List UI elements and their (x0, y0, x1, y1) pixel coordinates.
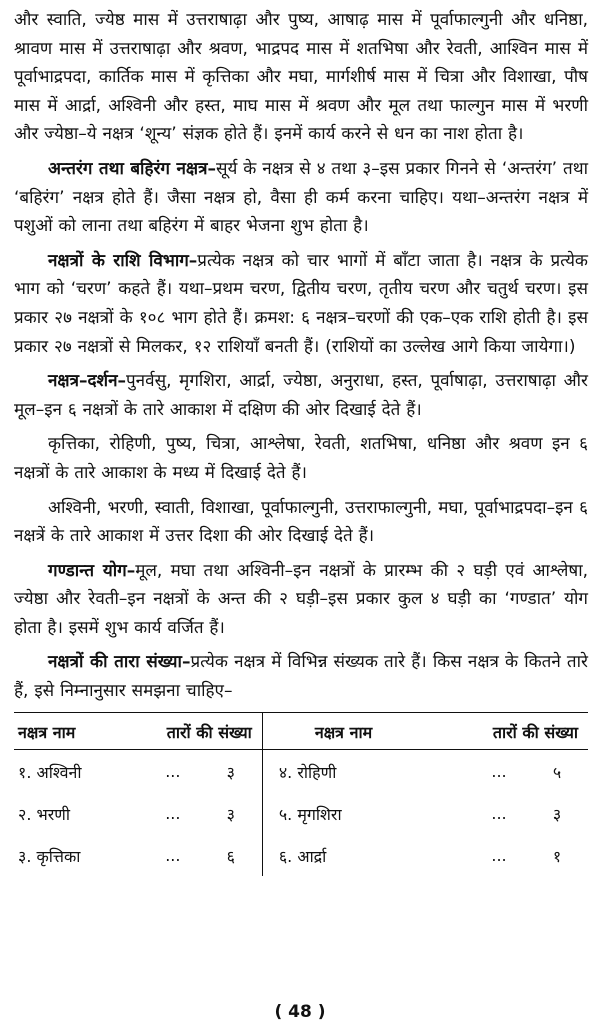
nakshatra-name: १. अश्विनी (18, 762, 82, 782)
paragraph-antarang-bahirang (14, 155, 588, 241)
paragraph-text: मूल, मघा तथा अश्विनी–इन नक्षत्रों के प्रारम्भ की २ घड़ी एवं आश्लेषा, ज्येष्ठा और रेवती–इन नक्षत्रों के अन्त की २ घड़ी–इस प्रकार कुल ४ घड़ी का ‘गण्डात’ योग होता है। इसमें शुभ कार्य वर्जित हैं। (14, 560, 589, 638)
paragraph-rashi-vibhag (14, 247, 588, 361)
section-heading: नक्षत्रों के राशि विभाग– (48, 250, 198, 271)
paragraph-text: पुनर्वसु, मृगशिरा, आर्द्रा, ज्येष्ठा, अनुराधा, हस्त, पूर्वाषाढ़ा, उत्तराषाढ़ा और मूल–इन ६ नक्षत्रों के तारे आकाश में दक्षिण की ओर दिखाई देते हैं। (14, 371, 588, 420)
paragraph-text: प्रत्येक नक्षत्र को चार भागों में बाँटा जाता है। नक्षत्र के प्रत्येक भाग को ‘चरण’ कहते हैं। यथा–प्रथम चरण, द्वितीय चरण, तृतीय चरण और चतुर्थ चरण। इस प्रकार २७ नक्षत्रों के १०८ भाग होते हैं। क्रमश: ६ नक्षत्र–चरणों की एक–एक राशि होती है। इस प्रकार २७ नक्षत्रों से मिलकर, १२ राशियाँ बनती हैं। (राशियों का उल्लेख आगे किया जायेगा।) (14, 250, 588, 357)
table-row (14, 792, 588, 834)
section-heading: नक्षत्रों की तारा संख्या– (48, 652, 191, 673)
col-header-nakshatra-name-left: नक्षत्र नाम (14, 712, 146, 749)
nakshatra-name: ३. कृत्तिका (18, 846, 81, 866)
col-header-star-count-left: तारों की संख्या (146, 712, 263, 749)
col-header-nakshatra-name-right: नक्षत्र नाम (262, 712, 472, 749)
table-header-row (14, 712, 588, 749)
star-count: ३ (552, 804, 562, 824)
star-count: ३ (226, 804, 235, 824)
paragraph-uttar-nakshatra (14, 494, 588, 551)
star-count: ५ (552, 762, 562, 782)
paragraph-text: कृत्तिका, रोहिणी, पुष्य, चित्रा, आश्लेषा, रेवती, शतभिषा, धनिष्ठा और श्रवण इन ६ नक्षत्रों के तारे आकाश के मध्य में दिखाई देते हैं। (14, 434, 588, 483)
section-heading: नक्षत्र–दर्शन– (48, 371, 127, 392)
paragraph-madhya-nakshatra (14, 430, 588, 487)
star-count-table (14, 712, 588, 876)
star-count: १ (552, 846, 562, 866)
leader-dots: ... (165, 846, 181, 866)
paragraph-text: और स्वाति, ज्येष्ठ मास में उत्तराषाढ़ा और पुष्य, आषाढ़ मास में पूर्वाफाल्गुनी और धनिष्ठा, श्रावण मास में उत्तराषाढ़ा और श्रवण, भाद्रपद मास में शतभिषा और रेवती, आश्विन मास में पूर्वाभाद्रपदा, कार्तिक मास में कृत्तिका और मघा, मार्गशीर्ष मास में चित्रा और विशाखा, पौष मास में आर्द्रा, अश्विनी और हस्त, माघ मास में श्रवण और मूल तथा फाल्गुन मास में भरणी और ज्येष्ठा–ये नक्षत्र ‘शून्य’ संज्ञक होते हैं। इनमें कार्य करने से धन का नाश होता है। (14, 10, 588, 145)
nakshatra-name: ४. रोहिणी (262, 749, 472, 792)
page-number: ( 48 ) (274, 1002, 326, 1022)
col-header-star-count-right: तारों की संख्या (472, 712, 588, 749)
paragraph-shunya-nakshatra (14, 6, 588, 149)
leader-dots: ... (491, 804, 507, 824)
star-count: ३ (226, 762, 235, 782)
nakshatra-name: ५. मृगशिरा (262, 792, 472, 834)
table-row (14, 834, 588, 876)
paragraph-text: अश्विनी, भरणी, स्वाती, विशाखा, पूर्वाफाल्गुनी, उत्तराफाल्गुनी, मघा, पूर्वाभाद्रपदा–इन ६ नक्षत्रें के तारे आकाश में उत्तर दिशा की ओर दिखाई देते हैं। (14, 497, 588, 547)
nakshatra-name: २. भरणी (18, 804, 70, 824)
section-heading: अन्तरंग तथा बहिरंग नक्षत्र– (48, 158, 216, 179)
paragraph-text: प्रत्येक नक्षत्र में विभिन्न संख्यक तारे हैं। किस नक्षत्र के कितने तारे हैं, इसे निम्नानुसार समझना चाहिए– (14, 652, 588, 702)
section-heading: गण्डान्त योग– (48, 560, 136, 581)
paragraph-text: सूर्य के नक्षत्र से ४ तथा ३–इस प्रकार गिनने से ‘अन्तरंग’ तथा ‘बहिरंग’ नक्षत्र होते हैं। जैसा नक्षत्र हो, वैसा ही कर्म करना चाहिए। यथा–अन्तरंग नक्षत्र में पशुओं को लाना तथा बहिरंग में बाहर भेजना शुभ होता है। (14, 158, 588, 237)
leader-dots: ... (165, 762, 181, 782)
star-count: ६ (226, 846, 235, 866)
leader-dots: ... (491, 762, 507, 782)
nakshatra-name: ६. आर्द्रा (262, 834, 472, 876)
paragraph-tara-sankhya (14, 648, 588, 705)
leader-dots: ... (491, 846, 507, 866)
paragraph-gandant-yog (14, 557, 588, 643)
star-count-table-wrapper (14, 712, 588, 876)
table-row (14, 749, 588, 792)
paragraph-nakshatra-darshan (14, 367, 588, 424)
leader-dots: ... (165, 804, 181, 824)
